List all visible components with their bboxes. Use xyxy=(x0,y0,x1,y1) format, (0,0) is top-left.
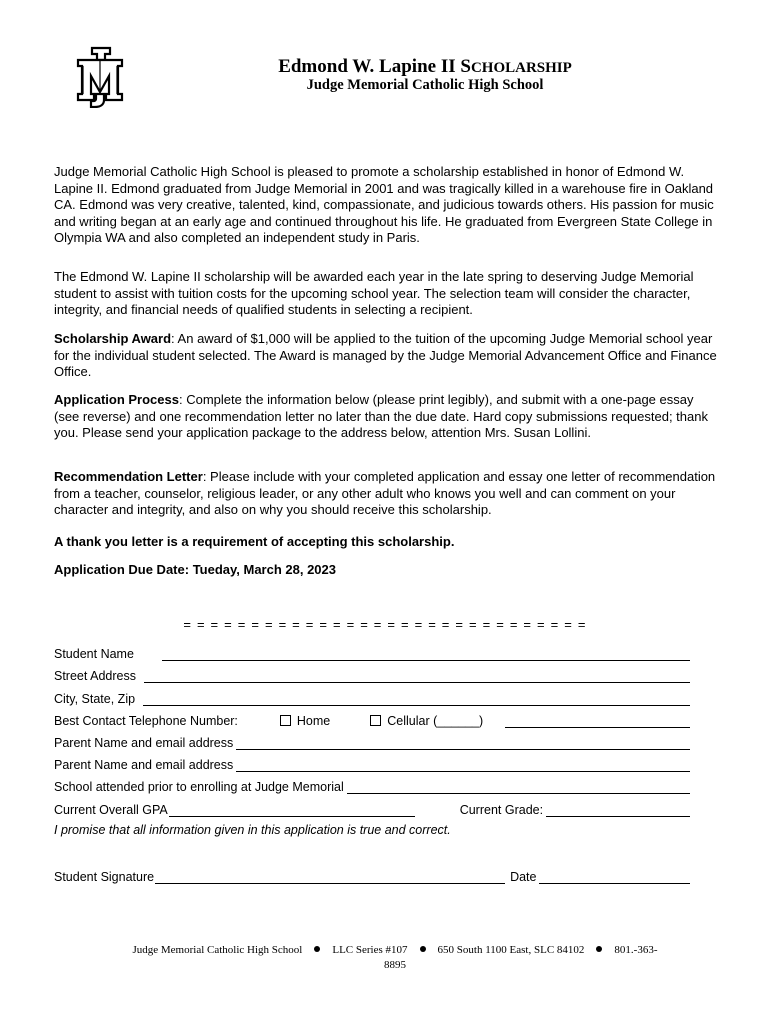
promise-statement: I promise that all information given in this application is true and correct. xyxy=(54,823,451,837)
scholarship-award-paragraph: Scholarship Award: An award of $1,000 will be applied to the tuition of the upcoming Judge Memorial school year for the individual student selected. The Award is managed by the Judge Memorial Advancement Office and Finance Office. xyxy=(54,331,717,379)
section-divider: = = = = = = = = = = = = = = = = = = = = = = = = = = = = = = xyxy=(183,617,587,632)
recommendation-label: Recommendation Letter xyxy=(54,469,203,484)
bullet-icon xyxy=(420,946,426,952)
phone-number-field[interactable] xyxy=(505,716,690,728)
city-state-zip-row: City, State, Zip xyxy=(54,690,690,706)
street-address-row: Street Address xyxy=(54,667,690,683)
cellular-option[interactable]: Cellular (______) xyxy=(370,714,483,728)
parent2-row: Parent Name and email address xyxy=(54,756,690,772)
grade-field[interactable] xyxy=(546,805,690,817)
gpa-field[interactable] xyxy=(169,805,415,817)
thank-you-requirement: A thank you letter is a requirement of accepting this scholarship. xyxy=(54,534,455,549)
award-info-paragraph: The Edmond W. Lapine II scholarship will be awarded each year in the late spring to deserving Judge Memorial student to assist with tuition costs for the upcoming school year. The selection team will consider the character, integrity, and financial needs of qualified students in selecting a recipient. xyxy=(54,269,694,317)
home-option[interactable]: Home xyxy=(280,714,330,728)
bullet-icon xyxy=(314,946,320,952)
school-prior-field[interactable] xyxy=(347,782,690,794)
student-name-row: Student Name xyxy=(54,645,690,661)
student-name-field[interactable] xyxy=(162,649,690,661)
parent2-field[interactable] xyxy=(236,760,690,772)
phone-row: Best Contact Telephone Number: Home Cellular (______) xyxy=(54,712,690,728)
home-checkbox[interactable] xyxy=(280,715,291,726)
scholarship-award-label: Scholarship Award xyxy=(54,331,172,346)
application-process-paragraph: Application Process: Complete the information below (please print legibly), and submit with a one-page essay (see reverse) and one recommendation letter no later than the due date. Hard copy submissions requested; thank you. Please send your application package to the address below, attention Mrs. Susan Lollini. xyxy=(54,392,708,440)
signature-row: Student Signature Date xyxy=(54,868,690,884)
school-logo xyxy=(74,46,126,108)
street-address-field[interactable] xyxy=(144,671,690,683)
bullet-icon xyxy=(596,946,602,952)
due-date: Application Due Date: Tueday, March 28, 2023 xyxy=(54,562,337,577)
signature-field[interactable] xyxy=(155,872,505,884)
gpa-grade-row: Current Overall GPA Current Grade: xyxy=(54,801,690,817)
date-field[interactable] xyxy=(539,872,690,884)
application-process-label: Application Process xyxy=(54,392,179,407)
intro-paragraph: Judge Memorial Catholic High School is pleased to promote a scholarship established in honor of Edmond W. Lapine II. Edmond graduated from Judge Memorial in 2001 and was tragically killed in a warehouse fire in Oakland CA. Edmond was very creative, talented, kind, compassionate, and judicious towards others. His passion for music and writing began at an early age and continued throughout his life. He graduated from Evergreen State College in Olympia WA and also completed an independent study in Paris. xyxy=(54,164,714,245)
city-state-zip-field[interactable] xyxy=(143,694,690,706)
recommendation-paragraph: Recommendation Letter: Please include with your completed application and essay one letter of recommendation from a teacher, counselor, religious leader, or any other adult who knows you well and can comment on your character and integrity, and also on why you should receive this scholarship. xyxy=(54,469,716,517)
page-title: Edmond W. Lapine II SCHOLARSHIP xyxy=(278,56,572,77)
parent1-field[interactable] xyxy=(236,738,690,750)
parent1-row: Parent Name and email address xyxy=(54,734,690,750)
page-subtitle: Judge Memorial Catholic High School xyxy=(306,77,544,93)
school-prior-row: School attended prior to enrolling at Judge Memorial xyxy=(54,778,690,794)
footer: Judge Memorial Catholic High School LLC Series #107 650 South 1100 East, SLC 84102 801.-363- 8895 xyxy=(132,944,658,971)
cellular-checkbox[interactable] xyxy=(370,715,381,726)
